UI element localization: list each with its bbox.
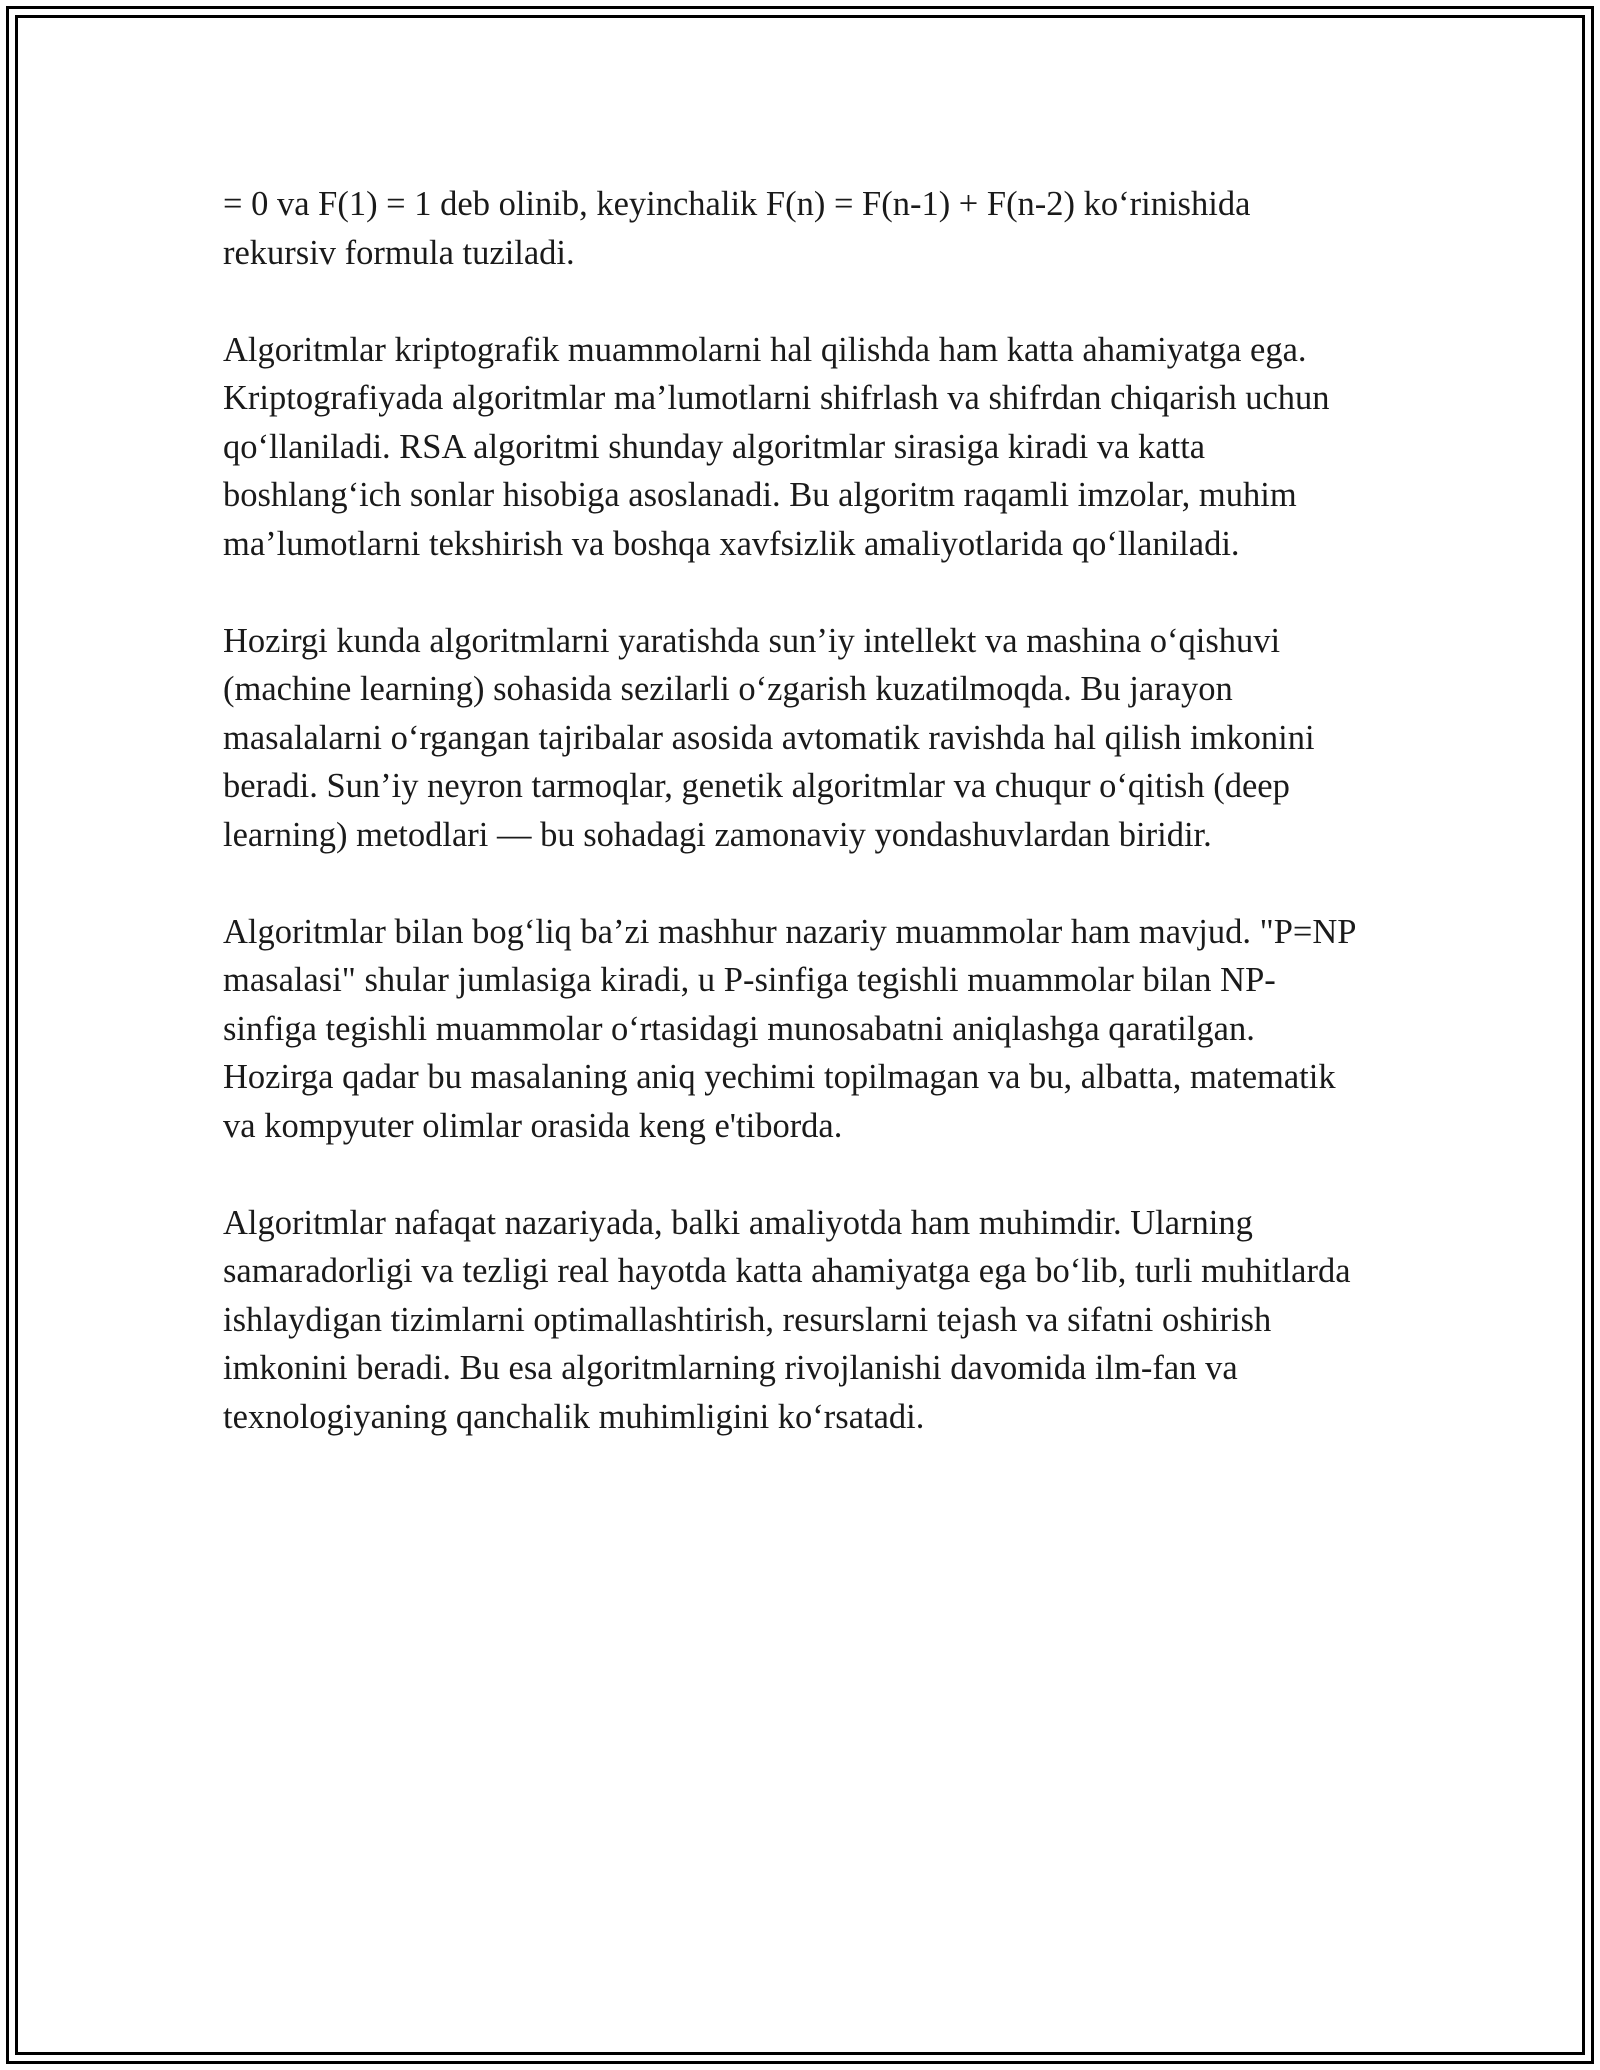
document-body — [223, 180, 1363, 1490]
paragraph-fibonacci-continuation: = 0 va F(1) = 1 deb olinib, keyinchalik F(n) = F(n-1) + F(n-2) koʻrinishida rekursiv formula tuziladi. — [223, 185, 1251, 272]
paragraph-cryptography: Algoritmlar kriptografik muammolarni hal qilishda ham katta ahamiyatga ega. Kriptografiyada algoritmlar ma’lumotlarni shifrlash va shifrdan chiqarish uchun qoʻllaniladi. RSA algoritmi shunday algoritmlar sirasiga kiradi va katta boshlangʻich sonlar hisobiga asoslanadi. Bu algoritm raqamli imzolar, muhim ma’lumotlarni tekshirish va boshqa xavfsizlik amaliyotlarida qoʻllaniladi. — [223, 330, 1330, 563]
paragraph-p-vs-np: Algoritmlar bilan bogʻliq ba’zi mashhur nazariy muammolar ham mavjud. "P=NP masalasi" shular jumlasiga kiradi, u P-sinfiga tegishli muammolar bilan NP-sinfiga tegishli muammolar oʻrtasidagi munosabatni aniqlashga qaratilgan. Hozirga qadar bu masalaning aniq yechimi topilmagan va bu, albatta, matematik va kompyuter olimlar orasida keng e'tiborda. — [223, 912, 1356, 1145]
paragraph-practical-importance: Algoritmlar nafaqat nazariyada, balki amaliyotda ham muhimdir. Ularning samaradorligi va tezligi real hayotda katta ahamiyatga ega boʻlib, turli muhitlarda ishlaydigan tizimlarni optimallashtirish, resurslarni tejash va sifatni oshirish imkonini beradi. Bu esa algoritmlarning rivojlanishi davomida ilm-fan va texnologiyaning qanchalik muhimligini koʻrsatadi. — [223, 1203, 1351, 1436]
paragraph-machine-learning: Hozirgi kunda algoritmlarni yaratishda sun’iy intellekt va mashina oʻqishuvi (machine learning) sohasida sezilarli oʻzgarish kuzatilmoqda. Bu jarayon masalalarni oʻrgangan tajribalar asosida avtomatik ravishda hal qilish imkonini beradi. Sun’iy neyron tarmoqlar, genetik algoritmlar va chuqur oʻqitish (deep learning) metodlari — bu sohadagi zamonaviy yondashuvlardan biridir. — [223, 621, 1315, 854]
